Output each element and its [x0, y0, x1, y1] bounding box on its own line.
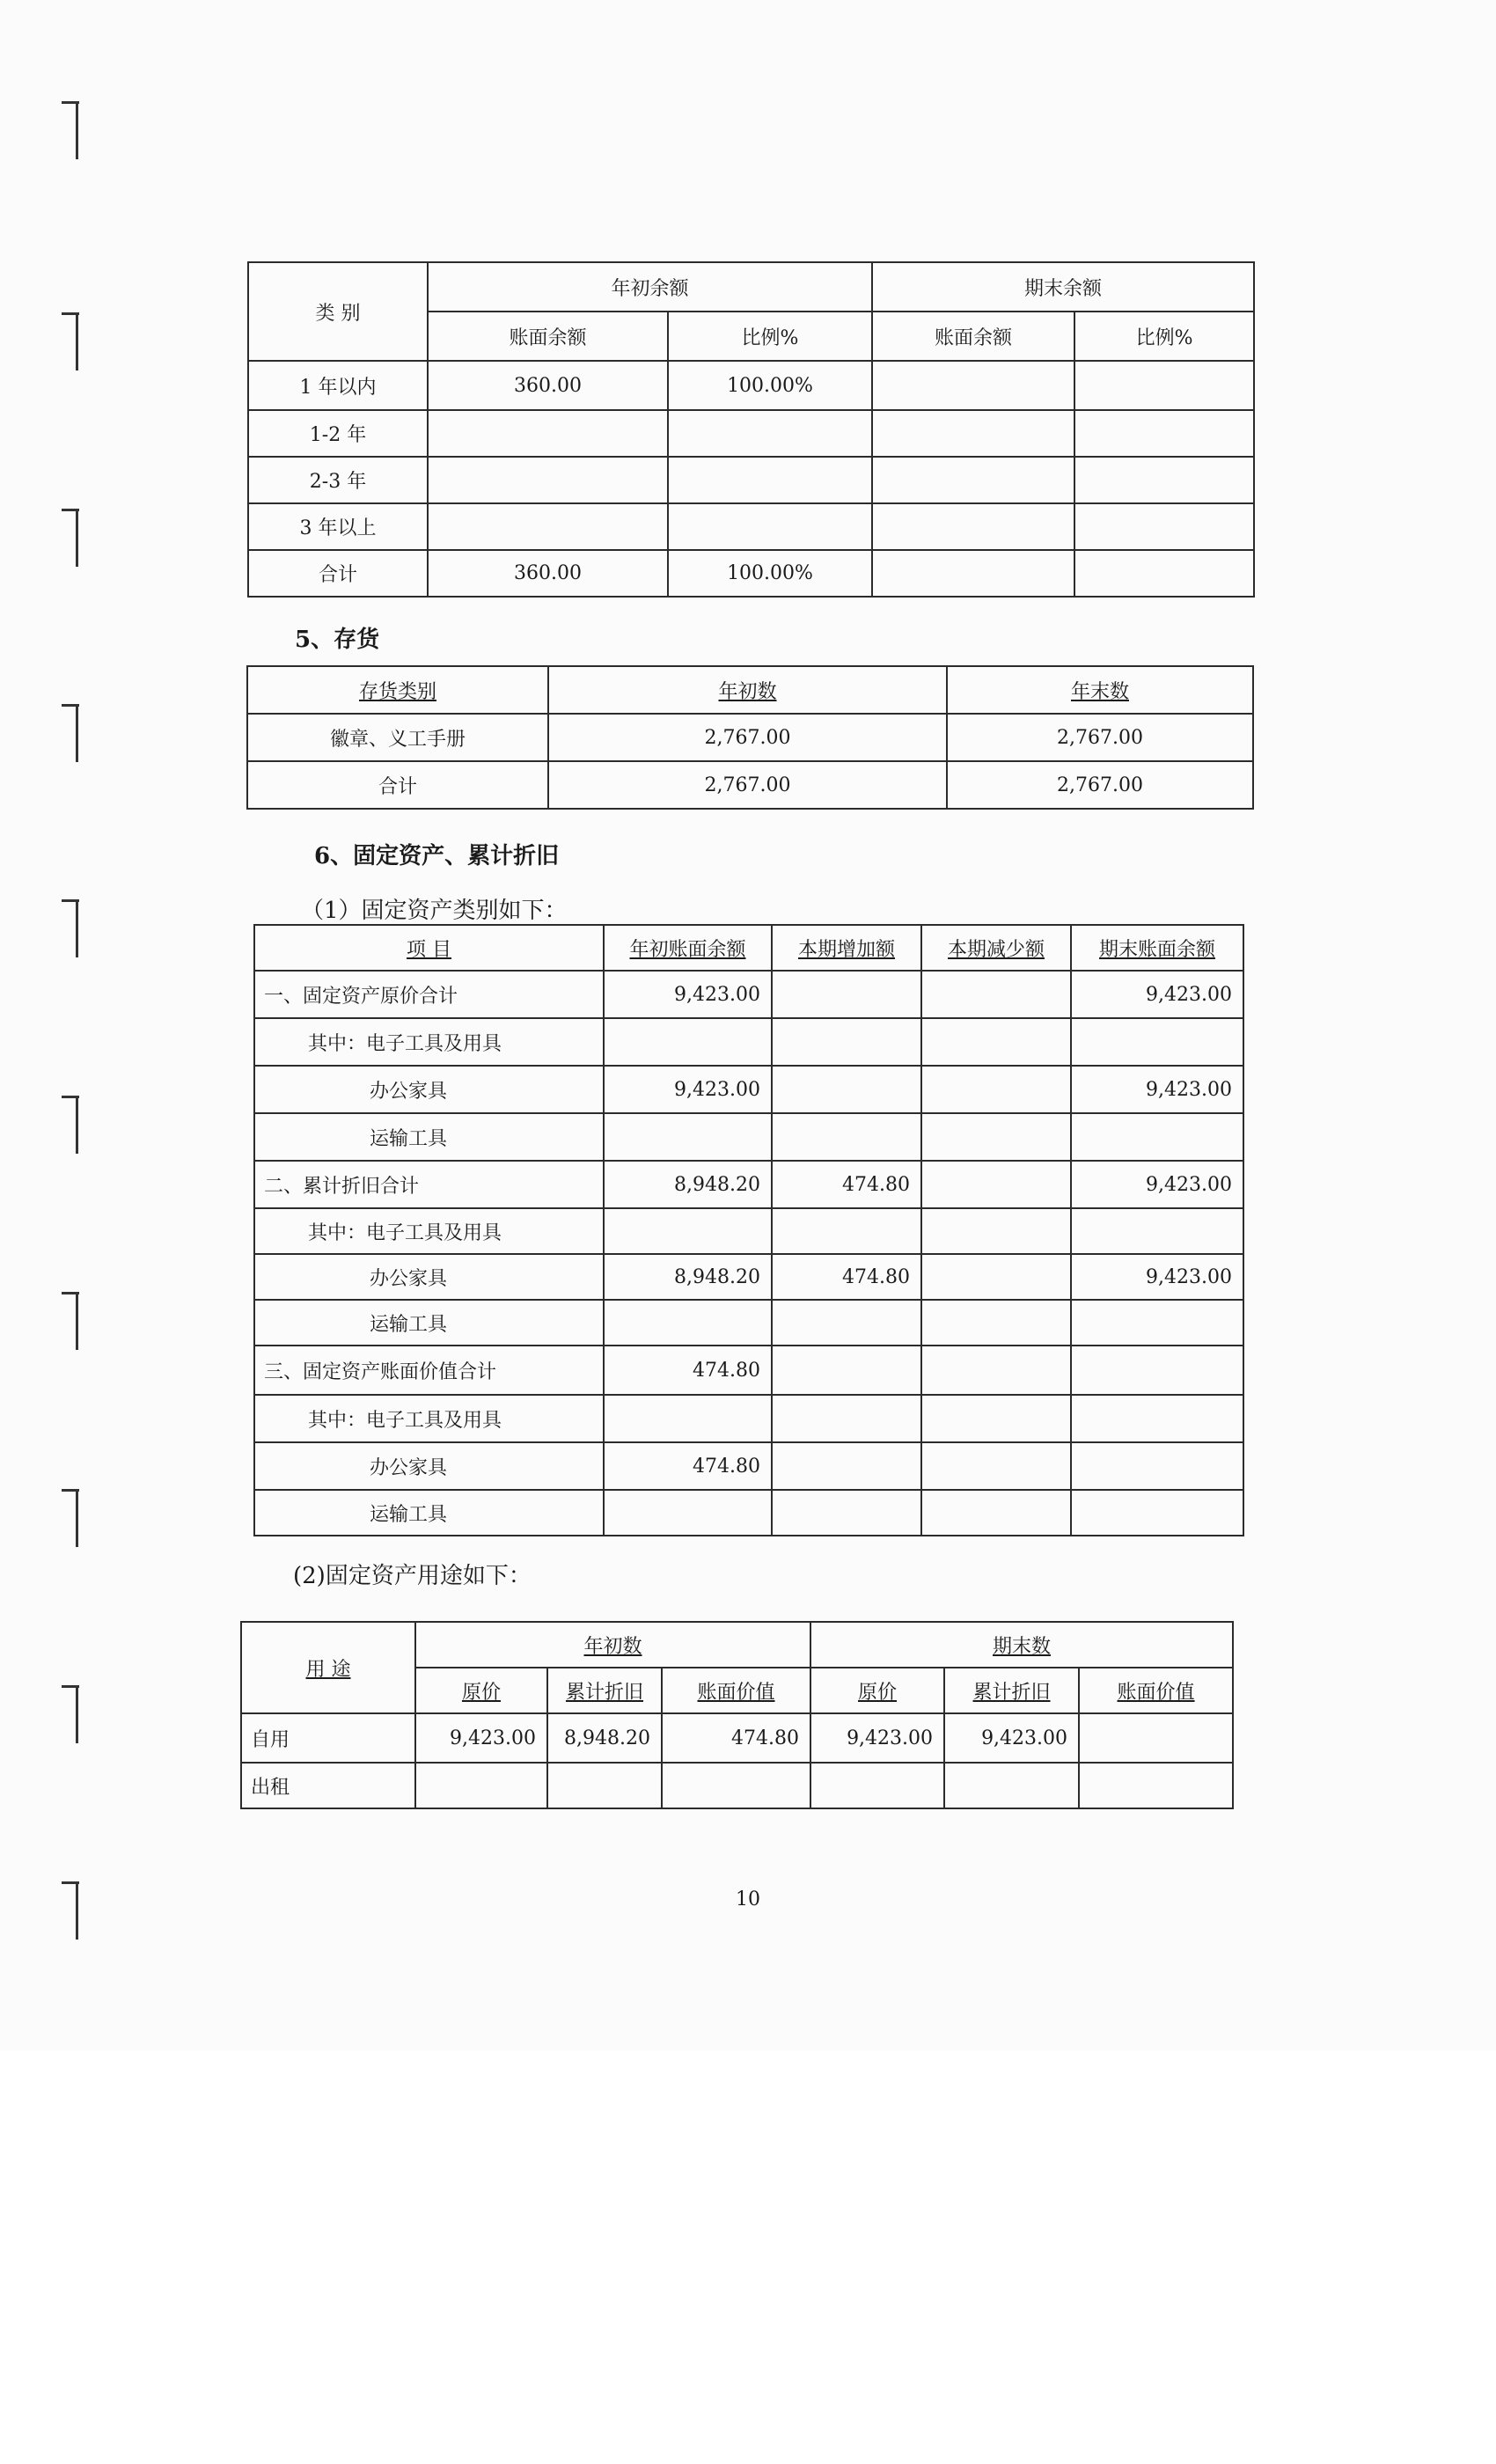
header-category: 类 别	[248, 262, 428, 361]
header-open-ratio: 比例%	[668, 312, 872, 361]
row-label: 合计	[247, 761, 548, 809]
table-row	[248, 410, 1254, 457]
cell-closing: 9,423.00	[1071, 1066, 1243, 1113]
header-original: 原价	[810, 1668, 944, 1713]
cell-open-amount	[428, 457, 668, 503]
cell-opening: 9,423.00	[604, 1066, 772, 1113]
cell-opening: 2,767.00	[548, 714, 947, 761]
row-label: 其中：电子工具及用具	[254, 1395, 604, 1442]
header-open-book: 账面余额	[428, 312, 668, 361]
cell-close-original: 9,423.00	[810, 1713, 944, 1763]
binder-mark	[62, 509, 79, 567]
header-closing: 期末账面余额	[1071, 925, 1243, 971]
cell-decrease	[921, 1395, 1071, 1442]
cell-decrease	[921, 971, 1071, 1018]
cell-decrease	[921, 1113, 1071, 1161]
header-close-book: 账面余额	[872, 312, 1074, 361]
cell-opening	[604, 1300, 772, 1346]
header-closing: 年末数	[947, 666, 1253, 714]
cell-closing	[1071, 1018, 1243, 1066]
cell-open-ratio: 100.00%	[668, 550, 872, 597]
cell-close-ratio	[1074, 503, 1254, 550]
binder-mark	[62, 101, 79, 159]
row-label: 办公家具	[254, 1066, 604, 1113]
table-row	[248, 457, 1254, 503]
row-label: 其中：电子工具及用具	[254, 1018, 604, 1066]
cell-open-original	[415, 1763, 547, 1808]
cell-increase	[772, 1208, 921, 1254]
row-label: 二、累计折旧合计	[254, 1161, 604, 1208]
binder-mark	[62, 704, 79, 762]
table-row	[247, 714, 1253, 761]
cell-open-ratio: 100.00%	[668, 361, 872, 410]
cell-closing: 9,423.00	[1071, 971, 1243, 1018]
row-label: 三、固定资产账面价值合计	[254, 1346, 604, 1395]
section-heading-inventory: 5、存货	[295, 627, 380, 653]
cell-closing	[1071, 1395, 1243, 1442]
cell-close-ratio	[1074, 457, 1254, 503]
header-opening: 年初余额	[428, 262, 872, 312]
page-number: 10	[736, 1888, 760, 1910]
cell-closing: 9,423.00	[1071, 1254, 1243, 1300]
cell-close-ratio	[1074, 361, 1254, 410]
row-label: 自用	[241, 1713, 415, 1763]
table-row	[254, 1442, 1243, 1490]
header-closing: 期末数	[810, 1622, 1233, 1668]
cell-decrease	[921, 1066, 1071, 1113]
cell-open-original: 9,423.00	[415, 1713, 547, 1763]
cell-decrease	[921, 1346, 1071, 1395]
cell-open-ratio	[668, 410, 872, 457]
table-row	[254, 1113, 1243, 1161]
header-book-value: 账面价值	[662, 1668, 810, 1713]
header-usage: 用 途	[241, 1622, 415, 1713]
cell-open-amount	[428, 410, 668, 457]
cell-open-amount: 360.00	[428, 550, 668, 597]
cell-open-amount: 360.00	[428, 361, 668, 410]
binder-mark	[62, 1292, 79, 1350]
cell-close-amount	[872, 503, 1074, 550]
cell-close-amount	[872, 550, 1074, 597]
cell-close-amount	[872, 410, 1074, 457]
cell-closing	[1071, 1442, 1243, 1490]
table-row	[254, 1254, 1243, 1300]
cell-increase	[772, 1300, 921, 1346]
cell-close-dep: 9,423.00	[944, 1713, 1079, 1763]
cell-close-dep	[944, 1763, 1079, 1808]
cell-decrease	[921, 1161, 1071, 1208]
cell-close-ratio	[1074, 410, 1254, 457]
binder-mark	[62, 1685, 79, 1743]
cell-increase	[772, 1490, 921, 1536]
table-row	[248, 503, 1254, 550]
aging-table	[247, 261, 1255, 598]
cell-decrease	[921, 1300, 1071, 1346]
header-category: 存货类别	[247, 666, 548, 714]
table-row	[241, 1763, 1233, 1808]
header-book-value: 账面价值	[1079, 1668, 1233, 1713]
row-label: 1-2 年	[248, 410, 428, 457]
table-row-total	[248, 550, 1254, 597]
cell-opening: 8,948.20	[604, 1254, 772, 1300]
table-row	[241, 1713, 1233, 1763]
row-label: 办公家具	[254, 1442, 604, 1490]
section-heading-fixed-assets: 6、固定资产、累计折旧	[314, 843, 560, 869]
table-row	[254, 1395, 1243, 1442]
cell-decrease	[921, 1490, 1071, 1536]
header-decrease: 本期减少额	[921, 925, 1071, 971]
binder-mark	[62, 899, 79, 957]
cell-decrease	[921, 1018, 1071, 1066]
header-accum-dep: 累计折旧	[547, 1668, 662, 1713]
cell-decrease	[921, 1254, 1071, 1300]
row-label: 运输工具	[254, 1300, 604, 1346]
header-accum-dep: 累计折旧	[944, 1668, 1079, 1713]
cell-increase	[772, 1018, 921, 1066]
inventory-table	[246, 665, 1254, 810]
cell-closing: 9,423.00	[1071, 1161, 1243, 1208]
row-label: 一、固定资产原价合计	[254, 971, 604, 1018]
cell-decrease	[921, 1208, 1071, 1254]
cell-increase	[772, 1395, 921, 1442]
cell-increase: 474.80	[772, 1254, 921, 1300]
row-label: 其中：电子工具及用具	[254, 1208, 604, 1254]
header-opening: 年初数	[415, 1622, 810, 1668]
header-item: 项 目	[254, 925, 604, 971]
cell-closing	[1071, 1346, 1243, 1395]
cell-opening: 474.80	[604, 1346, 772, 1395]
header-increase: 本期增加额	[772, 925, 921, 971]
cell-closing	[1071, 1490, 1243, 1536]
cell-increase	[772, 1066, 921, 1113]
cell-increase	[772, 1442, 921, 1490]
binder-mark	[62, 1096, 79, 1154]
cell-open-book	[662, 1763, 810, 1808]
cell-close-book	[1079, 1763, 1233, 1808]
cell-opening: 2,767.00	[548, 761, 947, 809]
cell-open-amount	[428, 503, 668, 550]
cell-opening	[604, 1018, 772, 1066]
cell-opening	[604, 1395, 772, 1442]
usage-table	[240, 1621, 1234, 1809]
cell-close-ratio	[1074, 550, 1254, 597]
cell-open-book: 474.80	[662, 1713, 810, 1763]
cell-increase	[772, 971, 921, 1018]
binder-mark	[62, 312, 79, 370]
cell-opening	[604, 1208, 772, 1254]
row-label: 3 年以上	[248, 503, 428, 550]
cell-increase	[772, 1113, 921, 1161]
cell-open-dep: 8,948.20	[547, 1713, 662, 1763]
table-row	[254, 971, 1243, 1018]
subsection-title-categories: （1）固定资产类别如下：	[301, 898, 568, 924]
header-opening: 年初账面余额	[604, 925, 772, 971]
row-label: 出租	[241, 1763, 415, 1808]
header-original: 原价	[415, 1668, 547, 1713]
cell-close-book	[1079, 1713, 1233, 1763]
cell-closing	[1071, 1208, 1243, 1254]
header-close-ratio: 比例%	[1074, 312, 1254, 361]
cell-increase: 474.80	[772, 1161, 921, 1208]
row-label: 合计	[248, 550, 428, 597]
cell-increase	[772, 1346, 921, 1395]
cell-close-amount	[872, 361, 1074, 410]
cell-closing: 2,767.00	[947, 761, 1253, 809]
cell-open-ratio	[668, 503, 872, 550]
row-label: 办公家具	[254, 1254, 604, 1300]
row-label: 1 年以内	[248, 361, 428, 410]
row-label: 2-3 年	[248, 457, 428, 503]
table-row	[254, 1066, 1243, 1113]
table-row	[254, 1208, 1243, 1254]
cell-close-amount	[872, 457, 1074, 503]
table-row	[254, 1018, 1243, 1066]
row-label: 运输工具	[254, 1113, 604, 1161]
cell-closing	[1071, 1300, 1243, 1346]
subsection-title-usage: (2)固定资产用途如下：	[293, 1563, 532, 1589]
table-row	[254, 1161, 1243, 1208]
cell-closing: 2,767.00	[947, 714, 1253, 761]
table-row-total	[247, 761, 1253, 809]
cell-open-ratio	[668, 457, 872, 503]
cell-opening	[604, 1490, 772, 1536]
fixed-assets-table	[253, 924, 1244, 1536]
binder-mark	[62, 1489, 79, 1547]
cell-opening	[604, 1113, 772, 1161]
table-row	[254, 1346, 1243, 1395]
cell-opening: 8,948.20	[604, 1161, 772, 1208]
table-row	[254, 1490, 1243, 1536]
table-row	[248, 361, 1254, 410]
cell-decrease	[921, 1442, 1071, 1490]
row-label: 徽章、义工手册	[247, 714, 548, 761]
table-row	[254, 1300, 1243, 1346]
cell-open-dep	[547, 1763, 662, 1808]
cell-opening: 474.80	[604, 1442, 772, 1490]
cell-close-original	[810, 1763, 944, 1808]
cell-closing	[1071, 1113, 1243, 1161]
cell-opening: 9,423.00	[604, 971, 772, 1018]
header-opening: 年初数	[548, 666, 947, 714]
row-label: 运输工具	[254, 1490, 604, 1536]
header-closing: 期末余额	[872, 262, 1254, 312]
